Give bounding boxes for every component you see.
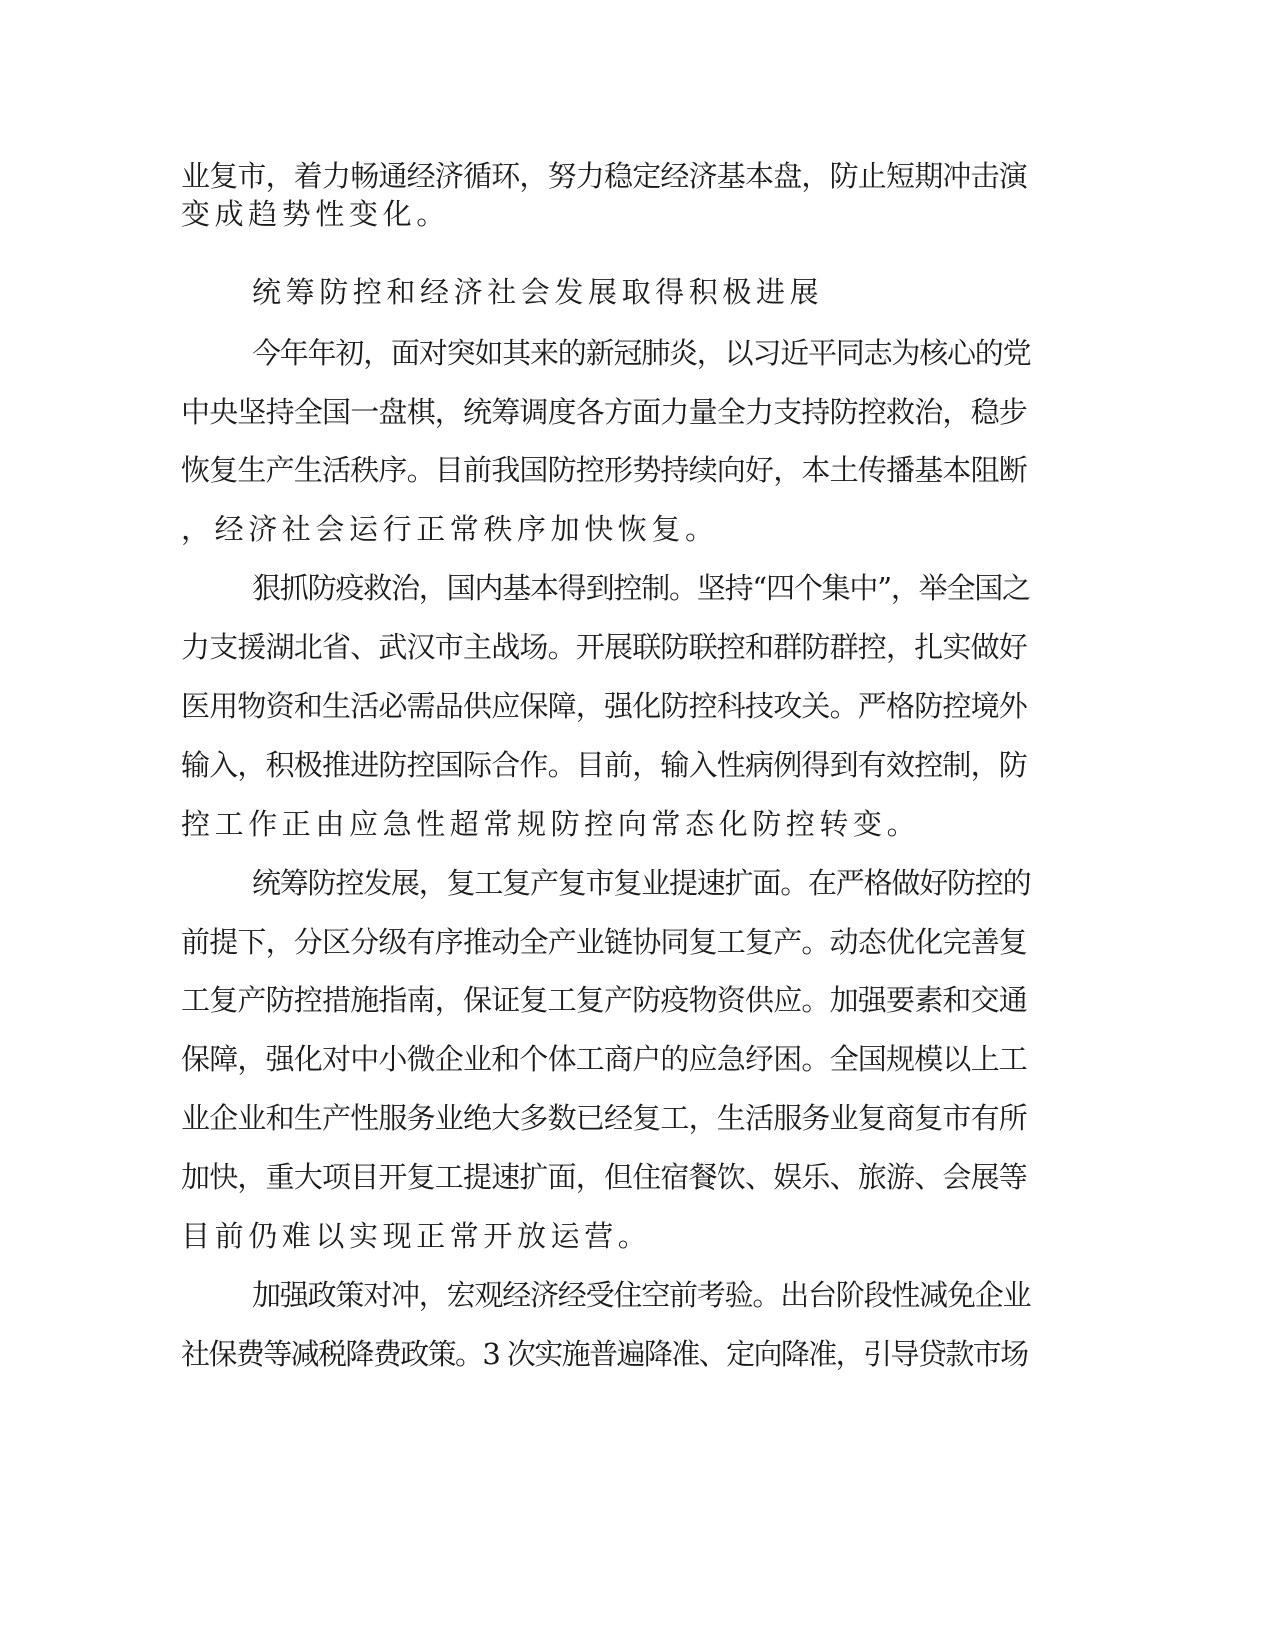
section-heading: 统筹防控和经济社会发展取得积极进展: [252, 275, 824, 309]
text-line: 业复市，着力畅通经济循环，努力稳定经济基本盘，防止短期冲击演: [181, 159, 1028, 193]
text-line: 加快，重大项目开复工提速扩面，但住宿餐饮、娱乐、旅游、会展等: [181, 1160, 1028, 1194]
text-line: 前提下，分区分级有序推动全产业链协同复工复产。动态优化完善复: [181, 925, 1028, 959]
text-line: 中央坚持全国一盘棋，统筹调度各方面力量全力支持防控救治，稳步: [181, 395, 1028, 429]
text-line: 力支援湖北省、武汉市主战场。开展联防联控和群防群控，扎实做好: [181, 630, 1028, 664]
text-line: 狠抓防疫救治，国内基本得到控制。坚持“四个集中”，举全国之: [252, 571, 1030, 605]
text-line: 恢复生产生活秩序。目前我国防控形势持续向好，本土传播基本阻断: [181, 453, 1028, 487]
text-line: 控工作正由应急性超常规防控向常态化防控转变。: [181, 807, 921, 841]
text-line: 输入，积极推进防控国际合作。目前，输入性病例得到有效控制，防: [181, 748, 1028, 782]
text-line: 统筹防控发展，复工复产复市复业提速扩面。在严格做好防控的: [252, 866, 1031, 900]
text-line: 今年年初，面对突如其来的新冠肺炎，以习近平同志为核心的党: [252, 336, 1031, 370]
text-line: 变成趋势性变化。: [181, 197, 450, 231]
text-line: 社保费等减税降费政策。3 次实施普遍降准、定向降准，引导贷款市场: [181, 1337, 1028, 1371]
text-line: 加强政策对冲，宏观经济经受住空前考验。出台阶段性减免企业: [252, 1278, 1031, 1312]
text-line: 保障，强化对中小微企业和个体工商户的应急纾困。全国规模以上工: [181, 1042, 1028, 1076]
text-line: 目前仍难以实现正常开放运营。: [181, 1219, 652, 1253]
text-line: ，经济社会运行正常秩序加快恢复。: [181, 512, 719, 546]
text-line: 业企业和生产性服务业绝大多数已经复工，生活服务业复商复市有所: [181, 1101, 1028, 1135]
text-line: 工复产防控措施指南，保证复工复产防疫物资供应。加强要素和交通: [181, 983, 1028, 1017]
text-line: 医用物资和生活必需品供应保障，强化防控科技攻关。严格防控境外: [181, 689, 1028, 723]
